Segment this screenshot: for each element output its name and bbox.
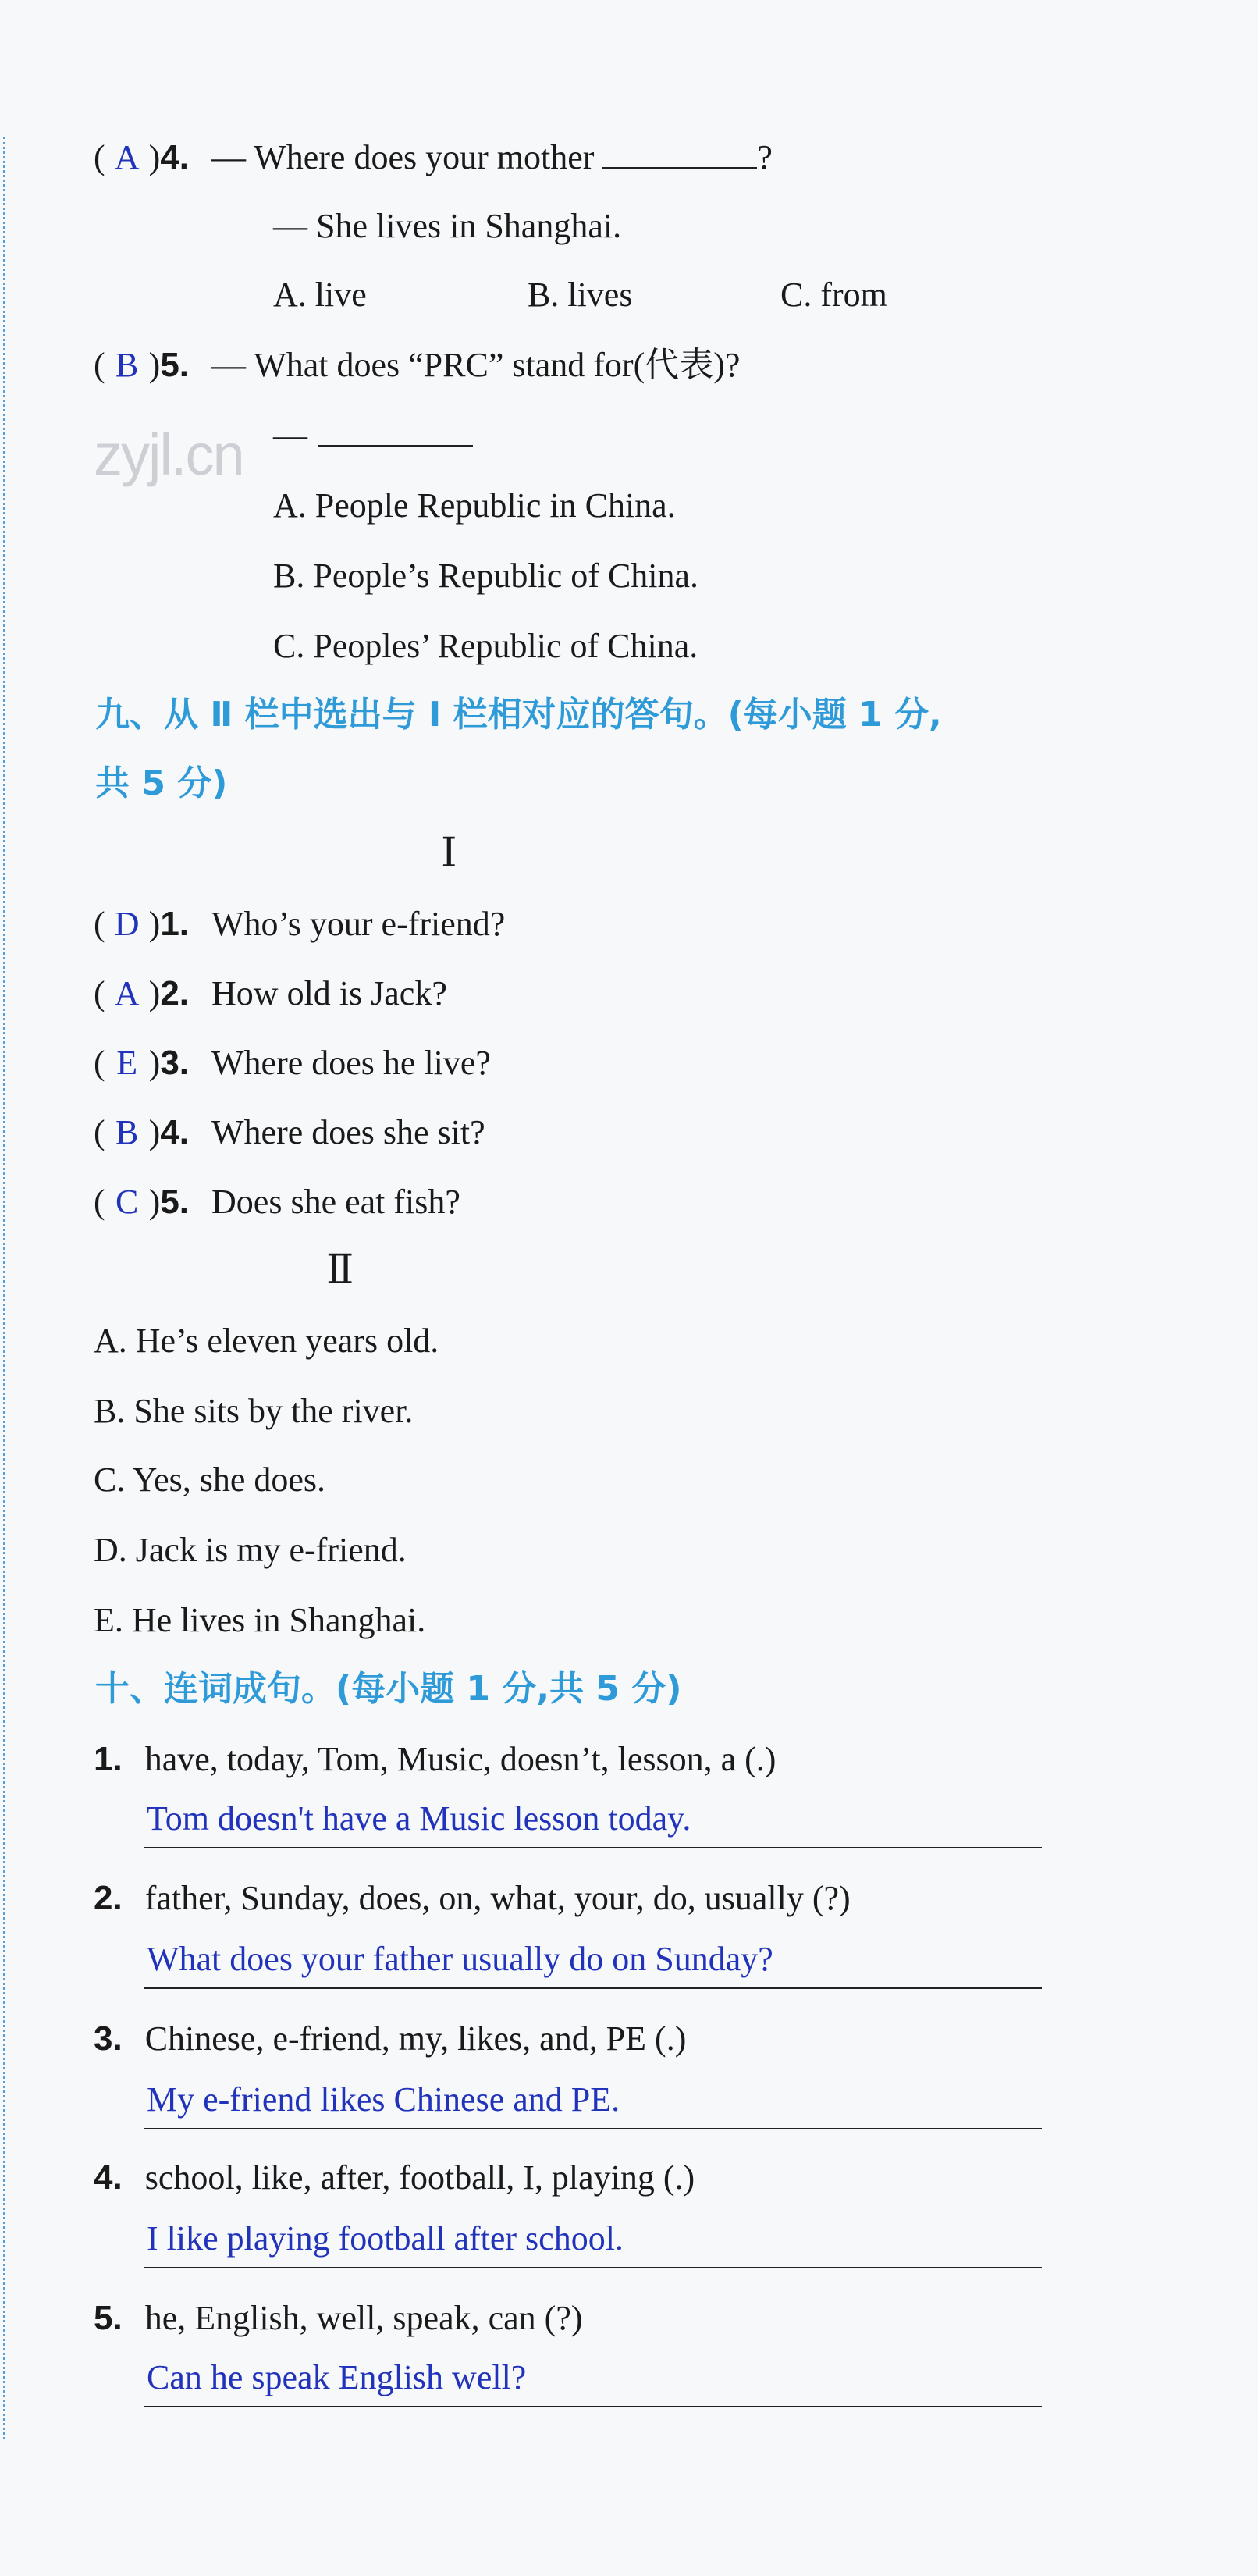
paren-close: ) bbox=[148, 1044, 161, 1082]
s8-q4-option-a: A. live bbox=[273, 276, 367, 314]
paren-close: ) bbox=[148, 1183, 161, 1221]
s8-q5-option-b: B. People’s Republic of China. bbox=[273, 557, 699, 595]
s10-item4-number: 4. bbox=[94, 2158, 123, 2197]
s10-item2-answer-line bbox=[144, 1987, 1042, 1989]
s9-q2-number: 2. bbox=[160, 974, 190, 1012]
s10-item2-number: 2. bbox=[94, 1879, 123, 1917]
s8-q5-blank bbox=[318, 415, 473, 447]
s8-q5-number: 5. bbox=[160, 346, 190, 384]
s9-option-d: D. Jack is my e-friend. bbox=[94, 1531, 407, 1569]
s9-q1-text: Who’s your e-friend? bbox=[211, 905, 506, 943]
s8-q4-blank bbox=[602, 137, 757, 169]
s10-item3-number: 3. bbox=[94, 2019, 123, 2058]
paren-open: ( bbox=[94, 1113, 105, 1151]
s10-item1 bbox=[94, 1736, 776, 1783]
s9-column-1-label: Ⅰ bbox=[441, 831, 457, 876]
s9-option-c: C. Yes, she does. bbox=[94, 1461, 326, 1499]
s10-item4-answer: I like playing football after school. bbox=[147, 2219, 624, 2258]
s8-q4-line bbox=[94, 134, 773, 181]
s8-q5-dash: — bbox=[273, 416, 307, 454]
s10-item5-answer-line bbox=[144, 2406, 1042, 2407]
paren-open: ( bbox=[94, 138, 105, 176]
paren-open: ( bbox=[94, 1183, 105, 1221]
s9-q2 bbox=[94, 970, 447, 1017]
s8-q4-option-c: C. from bbox=[780, 276, 887, 314]
s10-item5-number: 5. bbox=[94, 2299, 123, 2337]
s9-q5 bbox=[94, 1179, 460, 1226]
s9-title-line1: 九、从 Ⅱ 栏中选出与 Ⅰ 栏相对应的答句。(每小题 1 分, bbox=[95, 695, 942, 735]
s8-q4-question: — Where does your mother bbox=[211, 138, 603, 176]
s9-q4 bbox=[94, 1109, 485, 1156]
s8-q5-option-c: C. Peoples’ Republic of China. bbox=[273, 627, 698, 665]
s8-q5-option-a: A. People Republic in China. bbox=[273, 486, 676, 525]
s10-item4 bbox=[94, 2154, 695, 2201]
s9-q1-number: 1. bbox=[160, 905, 190, 943]
s8-q5-answer: B bbox=[115, 346, 139, 384]
s9-q3-answer: E bbox=[116, 1044, 138, 1082]
s9-q4-number: 4. bbox=[160, 1113, 190, 1151]
s9-option-b: B. She sits by the river. bbox=[94, 1392, 414, 1430]
s9-title-line2: 共 5 分) bbox=[95, 763, 228, 803]
s10-item2-words: father, Sunday, does, on, what, your, do, usually (?) bbox=[144, 1879, 851, 1917]
paren-close: ) bbox=[148, 138, 161, 176]
s10-title: 十、连词成句。(每小题 1 分,共 5 分) bbox=[95, 1669, 682, 1709]
watermark: zyjl.cn bbox=[94, 422, 243, 487]
s8-q4-question-end: ? bbox=[757, 138, 773, 176]
s10-item3-answer-line bbox=[144, 2128, 1042, 2129]
s9-option-a: A. He’s eleven years old. bbox=[94, 1322, 439, 1360]
s9-option-e: E. He lives in Shanghai. bbox=[94, 1601, 426, 1639]
paren-open: ( bbox=[94, 346, 105, 384]
s10-item1-answer-line bbox=[144, 1847, 1042, 1848]
paren-close: ) bbox=[148, 905, 161, 943]
s10-item1-words: have, today, Tom, Music, doesn’t, lesson, a (.) bbox=[144, 1740, 776, 1778]
s9-q3-text: Where does he live? bbox=[211, 1044, 491, 1082]
s10-item1-answer: Tom doesn't have a Music lesson today. bbox=[147, 1799, 691, 1838]
s10-item2-answer: What does your father usually do on Sunday? bbox=[147, 1940, 773, 1978]
margin-dotted-line bbox=[3, 137, 5, 2439]
paren-open: ( bbox=[94, 1044, 105, 1082]
s10-item3-words: Chinese, e-friend, my, likes, and, PE (.) bbox=[144, 2019, 687, 2058]
paren-close: ) bbox=[148, 1113, 161, 1151]
s9-q5-text: Does she eat fish? bbox=[211, 1183, 460, 1221]
s10-item4-words: school, like, after, football, I, playing (.) bbox=[144, 2158, 695, 2197]
s10-item4-answer-line bbox=[144, 2267, 1042, 2268]
s9-q3-number: 3. bbox=[160, 1044, 190, 1082]
s10-item5-words: he, English, well, speak, can (?) bbox=[144, 2299, 583, 2337]
paren-close: ) bbox=[148, 346, 161, 384]
s8-q5-line bbox=[94, 342, 740, 389]
s10-item3 bbox=[94, 2016, 686, 2062]
s9-q2-text: How old is Jack? bbox=[211, 974, 447, 1012]
s9-q1-answer: D bbox=[114, 905, 140, 943]
s10-item1-number: 1. bbox=[94, 1740, 123, 1778]
s9-column-2-label: Ⅱ bbox=[326, 1248, 354, 1293]
s10-item5-answer: Can he speak English well? bbox=[147, 2358, 527, 2396]
s8-q4-option-b: B. lives bbox=[528, 276, 633, 314]
s9-q2-answer: A bbox=[114, 974, 140, 1012]
s10-item5 bbox=[94, 2295, 583, 2342]
paren-open: ( bbox=[94, 974, 105, 1012]
s10-item3-answer: My e-friend likes Chinese and PE. bbox=[147, 2080, 620, 2119]
s8-q4-number: 4. bbox=[160, 138, 190, 176]
s8-q5-question: — What does “PRC” stand for(代表)? bbox=[211, 346, 741, 384]
paren-open: ( bbox=[94, 905, 105, 943]
paren-close: ) bbox=[148, 974, 161, 1012]
s9-q5-number: 5. bbox=[160, 1183, 190, 1221]
s9-q4-answer: B bbox=[115, 1113, 139, 1151]
s8-q5-response bbox=[273, 412, 473, 459]
s9-q1 bbox=[94, 901, 505, 948]
s8-q4-answer: A bbox=[114, 138, 140, 176]
s9-q5-answer: C bbox=[115, 1183, 139, 1221]
s10-item2 bbox=[94, 1875, 851, 1922]
s9-q4-text: Where does she sit? bbox=[211, 1113, 485, 1151]
s8-q4-response: — She lives in Shanghai. bbox=[273, 207, 622, 245]
s9-q3 bbox=[94, 1040, 491, 1087]
